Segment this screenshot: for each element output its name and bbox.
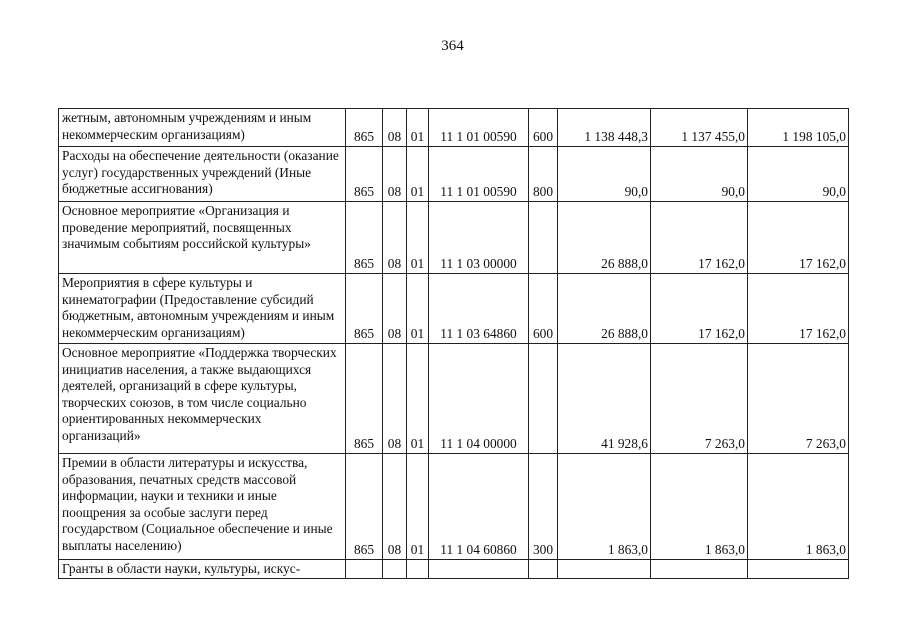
ministry-cell bbox=[346, 560, 383, 579]
subsection-cell: 01 bbox=[407, 147, 429, 202]
target-article-cell: 11 1 01 00590 bbox=[429, 147, 529, 202]
target-article-cell: 11 1 04 00000 bbox=[429, 344, 529, 454]
year2-amount-cell: 1 137 455,0 bbox=[651, 109, 748, 147]
table-row bbox=[59, 560, 849, 579]
ministry-cell: 865 bbox=[346, 344, 383, 454]
ministry-cell: 865 bbox=[346, 274, 383, 344]
subsection-cell: 01 bbox=[407, 202, 429, 274]
row-name-cell: жетным, автономным учреждениям и иным некоммерческим организациям) bbox=[59, 109, 346, 147]
target-article-cell: 11 1 03 00000 bbox=[429, 202, 529, 274]
expense-type-cell: 600 bbox=[529, 274, 558, 344]
expense-type-cell bbox=[529, 560, 558, 579]
expense-type-cell: 300 bbox=[529, 454, 558, 560]
table-row bbox=[59, 109, 849, 147]
row-name-cell: Мероприятия в сфере культуры и кинематографии (Предоставление субсидий бюджетным, автономным учреждениям и иным некоммерческим организациям) bbox=[59, 274, 346, 344]
subsection-cell: 01 bbox=[407, 344, 429, 454]
year3-amount-cell bbox=[748, 560, 849, 579]
subsection-cell: 01 bbox=[407, 274, 429, 344]
year1-amount-cell bbox=[558, 560, 651, 579]
year1-amount-cell: 41 928,6 bbox=[558, 344, 651, 454]
subsection-cell bbox=[407, 560, 429, 579]
subsection-cell: 01 bbox=[407, 109, 429, 147]
section-cell: 08 bbox=[383, 109, 407, 147]
year3-amount-cell: 1 863,0 bbox=[748, 454, 849, 560]
row-name-cell: Расходы на обеспечение деятельности (оказание услуг) государственных учреждений (Иные бюджетные ассигнования) bbox=[59, 147, 346, 202]
year1-amount-cell: 26 888,0 bbox=[558, 274, 651, 344]
year2-amount-cell: 1 863,0 bbox=[651, 454, 748, 560]
target-article-cell: 11 1 03 64860 bbox=[429, 274, 529, 344]
ministry-cell: 865 bbox=[346, 147, 383, 202]
expense-type-cell: 800 bbox=[529, 147, 558, 202]
year3-amount-cell: 17 162,0 bbox=[748, 202, 849, 274]
target-article-cell bbox=[429, 560, 529, 579]
table-row bbox=[59, 344, 849, 454]
table-row bbox=[59, 274, 849, 344]
table-row bbox=[59, 454, 849, 560]
year2-amount-cell bbox=[651, 560, 748, 579]
year3-amount-cell: 1 198 105,0 bbox=[748, 109, 849, 147]
year1-amount-cell: 26 888,0 bbox=[558, 202, 651, 274]
year1-amount-cell: 1 138 448,3 bbox=[558, 109, 651, 147]
year1-amount-cell: 1 863,0 bbox=[558, 454, 651, 560]
year3-amount-cell: 17 162,0 bbox=[748, 274, 849, 344]
row-name-cell: Премии в области литературы и искусства, образования, печатных средств массовой информации, науки и техники и иные поощрения за особые заслуги перед государством (Социальное обеспечение и иные выплаты населению) bbox=[59, 454, 346, 560]
section-cell: 08 bbox=[383, 274, 407, 344]
ministry-cell: 865 bbox=[346, 109, 383, 147]
section-cell: 08 bbox=[383, 147, 407, 202]
page-number: 364 bbox=[441, 38, 464, 54]
section-cell: 08 bbox=[383, 344, 407, 454]
year1-amount-cell: 90,0 bbox=[558, 147, 651, 202]
table-row bbox=[59, 202, 849, 274]
row-name-cell: Основное мероприятие «Организация и проведение мероприятий, посвященных значимым событиям российской культуры» bbox=[59, 202, 346, 274]
year2-amount-cell: 17 162,0 bbox=[651, 274, 748, 344]
table-row bbox=[59, 147, 849, 202]
target-article-cell: 11 1 01 00590 bbox=[429, 109, 529, 147]
row-name-cell: Основное мероприятие «Поддержка творческих инициатив населения, а также выдающихся деятелей, организаций в сфере культуры, творческих союзов, в том числе социально ориентированных некоммерческих организаций» bbox=[59, 344, 346, 454]
subsection-cell: 01 bbox=[407, 454, 429, 560]
year3-amount-cell: 7 263,0 bbox=[748, 344, 849, 454]
budget-table-body bbox=[59, 109, 849, 579]
year3-amount-cell: 90,0 bbox=[748, 147, 849, 202]
section-cell: 08 bbox=[383, 454, 407, 560]
expense-type-cell: 600 bbox=[529, 109, 558, 147]
expense-type-cell bbox=[529, 202, 558, 274]
ministry-cell: 865 bbox=[346, 202, 383, 274]
year2-amount-cell: 7 263,0 bbox=[651, 344, 748, 454]
row-name-cell: Гранты в области науки, культуры, искус- bbox=[59, 560, 346, 579]
target-article-cell: 11 1 04 60860 bbox=[429, 454, 529, 560]
section-cell: 08 bbox=[383, 202, 407, 274]
budget-table bbox=[58, 108, 849, 579]
year2-amount-cell: 17 162,0 bbox=[651, 202, 748, 274]
section-cell bbox=[383, 560, 407, 579]
expense-type-cell bbox=[529, 344, 558, 454]
year2-amount-cell: 90,0 bbox=[651, 147, 748, 202]
ministry-cell: 865 bbox=[346, 454, 383, 560]
